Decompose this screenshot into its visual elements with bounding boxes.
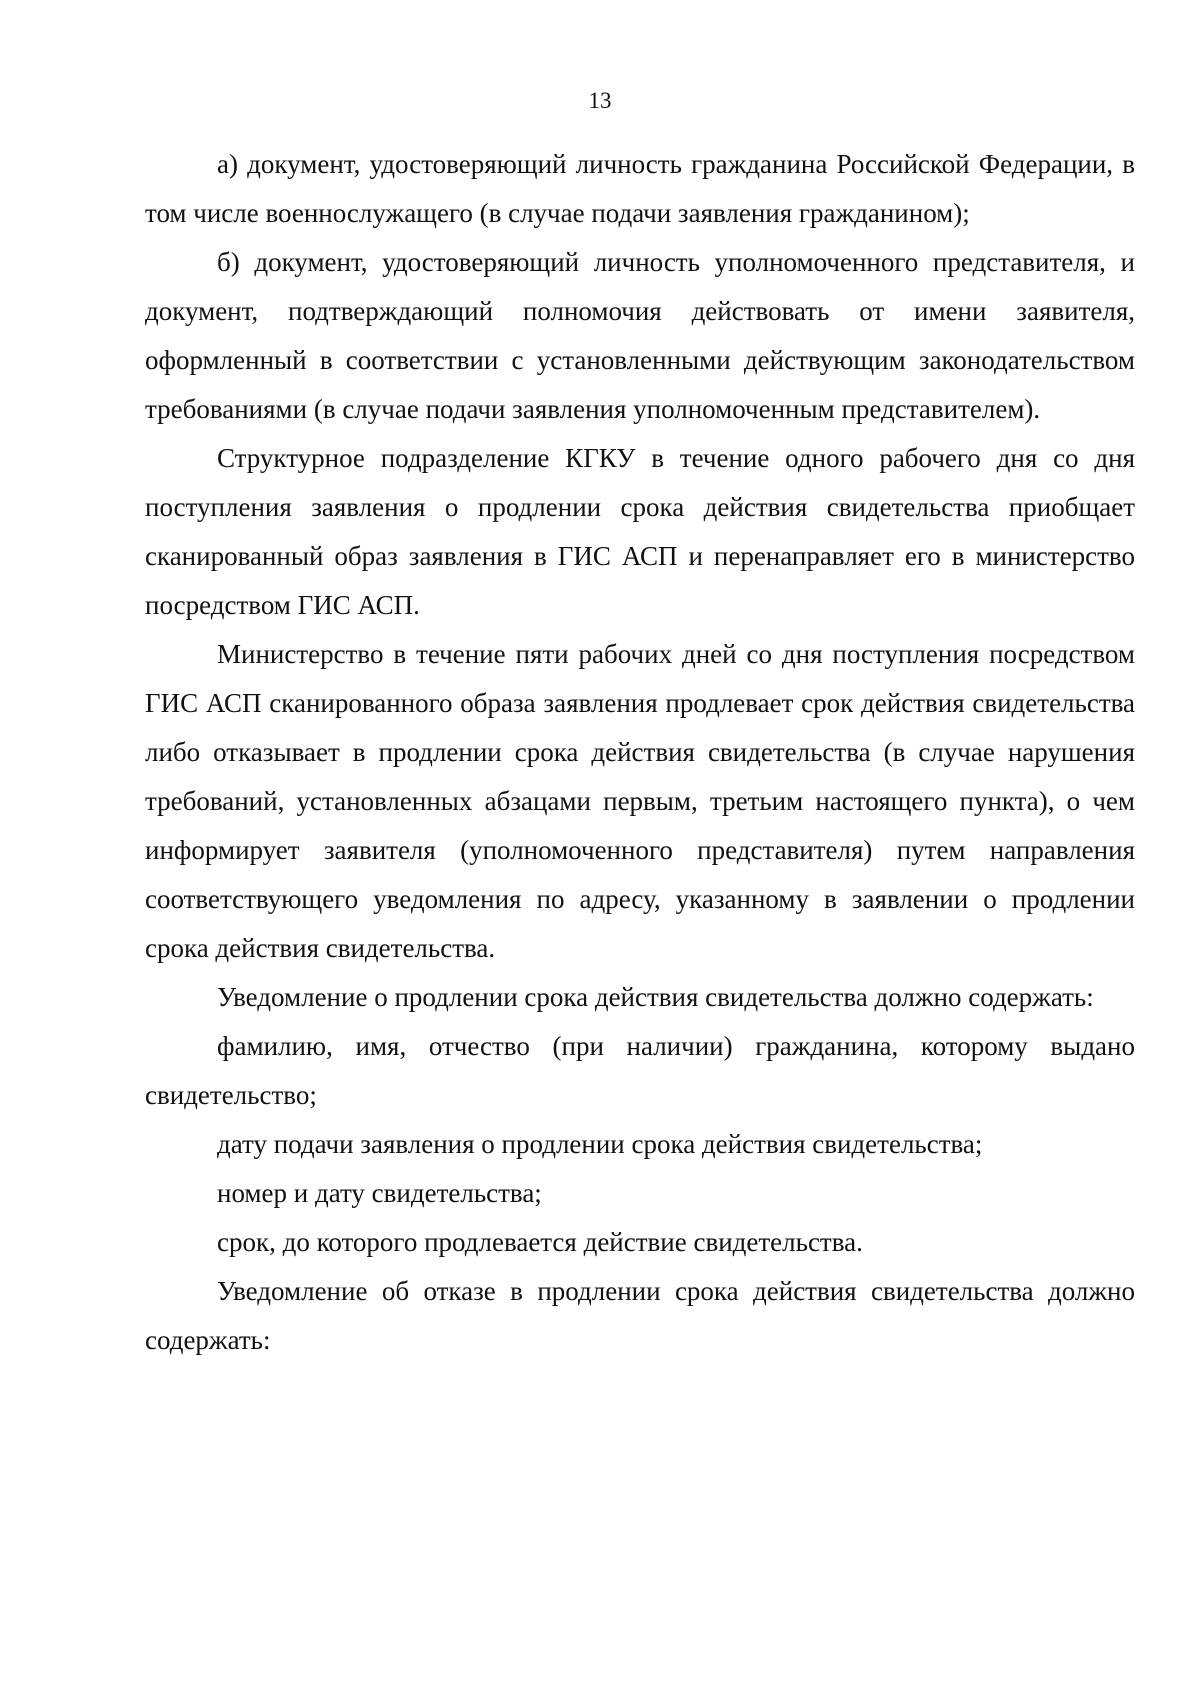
paragraph-structural-unit: Структурное подразделение КГКУ в течение одного рабочего дня со дня поступления заявления о продлении срока действия свидетельства приобщает сканированный образ заявления в ГИС АСП и перенаправляет его в министерство посредством ГИС АСП. — [145, 443, 1135, 620]
list-item-certificate-number: номер и дату свидетельства; — [217, 1178, 542, 1208]
paragraph-item-a: а) документ, удостоверяющий личность гражданина Российской Федерации, в том числе военнослужащего (в случае подачи заявления гражданином); — [145, 149, 1135, 228]
paragraph-refusal-notice: Уведомление об отказе в продлении срока действия свидетельства должно содержать: — [145, 1276, 1135, 1355]
list-item-extension-term: срок, до которого продлевается действие свидетельства. — [217, 1227, 863, 1257]
paragraph-extension-notice: Уведомление о продлении срока действия свидетельства должно содержать: — [217, 982, 1094, 1012]
paragraph-item-b: б) документ, удостоверяющий личность уполномоченного представителя, и документ, подтверждающий полномочия действовать от имени заявителя, оформленный в соответствии с установленными действующим законодательством требованиями (в случае подачи заявления уполномоченным представителем). — [145, 247, 1135, 424]
list-item-full-name: фамилию, имя, отчество (при наличии) гражданина, которому выдано свидетельство; — [145, 1031, 1135, 1110]
list-item-application-date: дату подачи заявления о продлении срока действия свидетельства; — [217, 1129, 983, 1159]
document-body — [145, 140, 1135, 1365]
paragraph-ministry: Министерство в течение пяти рабочих дней со дня поступления посредством ГИС АСП сканированного образа заявления продлевает срок действия свидетельства либо отказывает в продлении срока действия свидетельства (в случае нарушения требований, установленных абзацами первым, третьим настоящего пункта), о чем информирует заявителя (уполномоченного представителя) путем направления соответствующего уведомления по адресу, указанному в заявлении о продлении срока действия свидетельства. — [145, 639, 1135, 963]
page-number: 13 — [588, 88, 612, 113]
